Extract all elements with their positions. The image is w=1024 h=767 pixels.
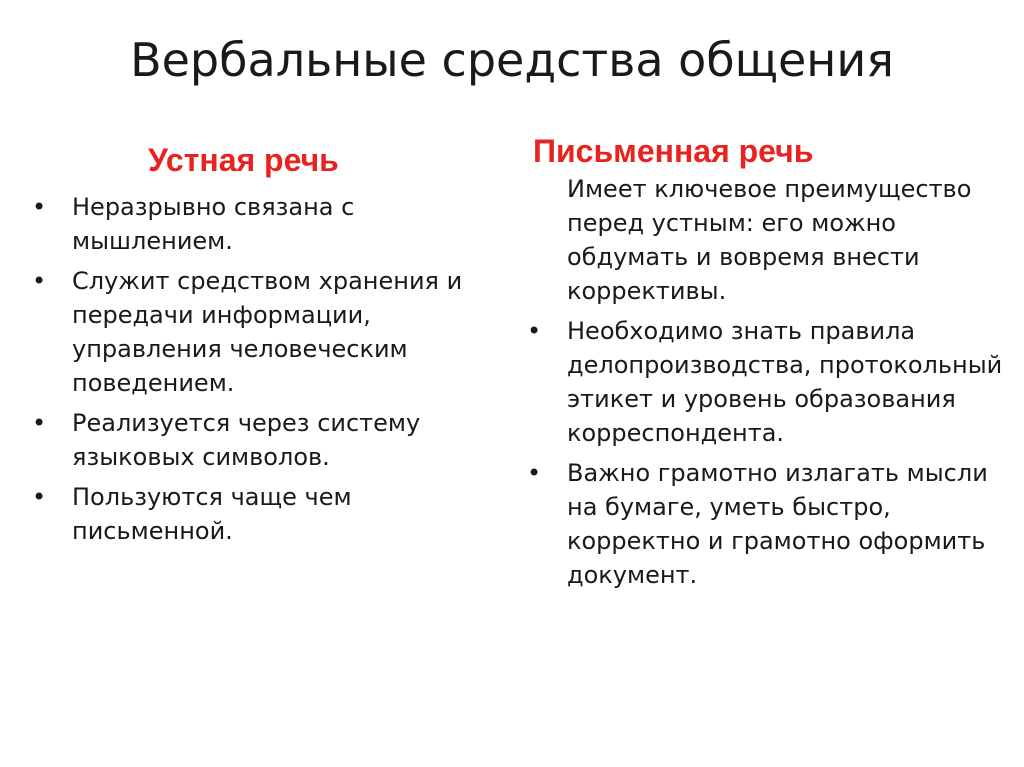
list-item [30, 264, 500, 400]
list-item [30, 406, 500, 474]
list-item-intro [525, 172, 1005, 308]
list-item-text: Реализуется через систему языковых символов. [72, 409, 421, 471]
bullet-icon: • [527, 317, 542, 345]
bullet-icon: • [32, 267, 47, 295]
list-item-text: Пользуются чаще чем письменной. [72, 483, 352, 545]
bullet-icon: • [527, 459, 542, 487]
list-item [30, 190, 500, 258]
list-item-text: Служит средством хранения и передачи информации, управления человеческим поведением. [72, 267, 463, 397]
written-speech-list [525, 172, 1005, 598]
list-item-text: Необходимо знать правила делопроизводства, протокольный этикет и уровень образования корреспондента. [567, 317, 1003, 447]
list-item [525, 314, 1005, 450]
oral-speech-heading: Устная речь [148, 142, 339, 178]
list-item [30, 480, 500, 548]
bullet-icon: • [32, 409, 47, 437]
slide-title: Вербальные средства общения [130, 33, 894, 87]
oral-speech-list [30, 190, 500, 554]
written-speech-heading: Письменная речь [533, 133, 814, 169]
list-item-text: Неразрывно связана с мышлением. [72, 193, 355, 255]
list-item-text: Имеет ключевое преимущество перед устным: его можно обдумать и вовремя внести коррективы. [567, 175, 972, 305]
bullet-icon: • [32, 483, 47, 511]
bullet-icon: • [32, 193, 47, 221]
list-item-text: Важно грамотно излагать мысли на бумаге, уметь быстро, корректно и грамотно оформить документ. [567, 459, 988, 589]
list-item [525, 456, 1005, 592]
